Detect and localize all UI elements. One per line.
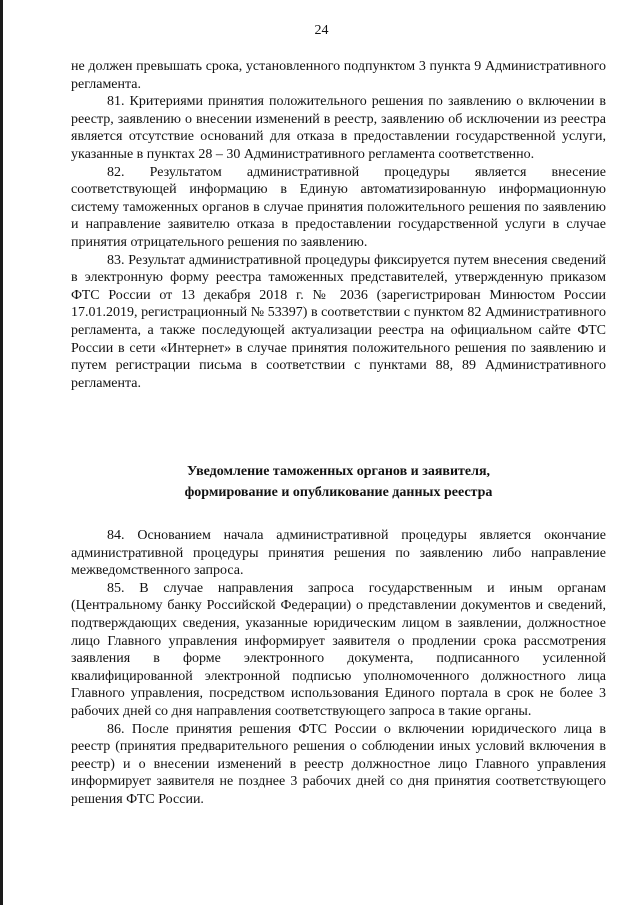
paragraph-86: 86. После принятия решения ФТС России о включении юридического лица в реестр (принятия предварительного решения о соблюдении иных условий включения в реестр) и о внесении изменений в реестр должностное лицо Главного управления информирует заявителя не позднее 3 рабочих дней со дня принятия соответствующего решения ФТС России. [71, 721, 606, 807]
section-heading-line-1: Уведомление таможенных органов и заявителя, [186, 464, 491, 479]
paragraph-85: 85. В случае направления запроса государственным и иным органам (Центральному банку Российской Федерации) о представлении документов и сведений, подтверждающих сведения, указанные юридическим лицом в заявлении, должностное лицо Главного управления информирует заявителя о продлении срока рассмотрения заявления в форме электронного документа, подписанного усиленной квалифицированной электронной подписью уполномоченного должностного лица Главного управления, посредством использования Единого портала в срок не более 3 рабочих дней со дня направления соответствующего запроса в такие органы. [71, 580, 606, 719]
section-heading [71, 461, 606, 503]
paragraph-83: 83. Результат административной процедуры фиксируется путем внесения сведений в электронную форму реестра таможенных представителей, утвержденную приказом ФТС России от 13 декабря 2018 г. № 2036 (зарегистрирован Минюстом России 17.01.2019, регистрационный № 53397) в соответствии с пунктом 82 Административного регламента, а также последующей актуализации реестра на официальном сайте ФТС России в сети «Интернет» в случае принятия положительного решения по заявлению и путем регистрации письма в соответствии с пунктами 88, 89 Административного регламента. [71, 252, 606, 391]
section-heading-line-2: формирование и опубликование данных реестра [184, 485, 493, 500]
body-top [71, 58, 606, 392]
page-number: 24 [314, 23, 329, 38]
paragraph-82: 82. Результатом административной процедуры является внесение соответствующей информацию в Единую автоматизированную информационную систему таможенных органов в случае принятия положительного решения по заявлению и направление заявителю отказа в предоставлении государственной услуги в случае принятия отрицательного решения по заявлению. [71, 164, 606, 250]
paragraph-84: 84. Основанием начала административной процедуры является окончание административной процедуры принятия решения по заявлению либо направление межведомственного запроса. [71, 528, 606, 579]
paragraph-81: 81. Критериями принятия положительного решения по заявлению о включении в реестр, заявлению о внесении изменений в реестр, заявлению об исключении из реестра является отсутствие оснований для отказа в предоставлении государственной услуги, указанные в пунктах 28 – 30 Административного регламента соответственно. [71, 94, 606, 162]
paragraph-continuation: не должен превышать срока, установленного подпунктом 3 пункта 9 Административного регламента. [71, 59, 606, 92]
body-bottom [71, 527, 606, 809]
